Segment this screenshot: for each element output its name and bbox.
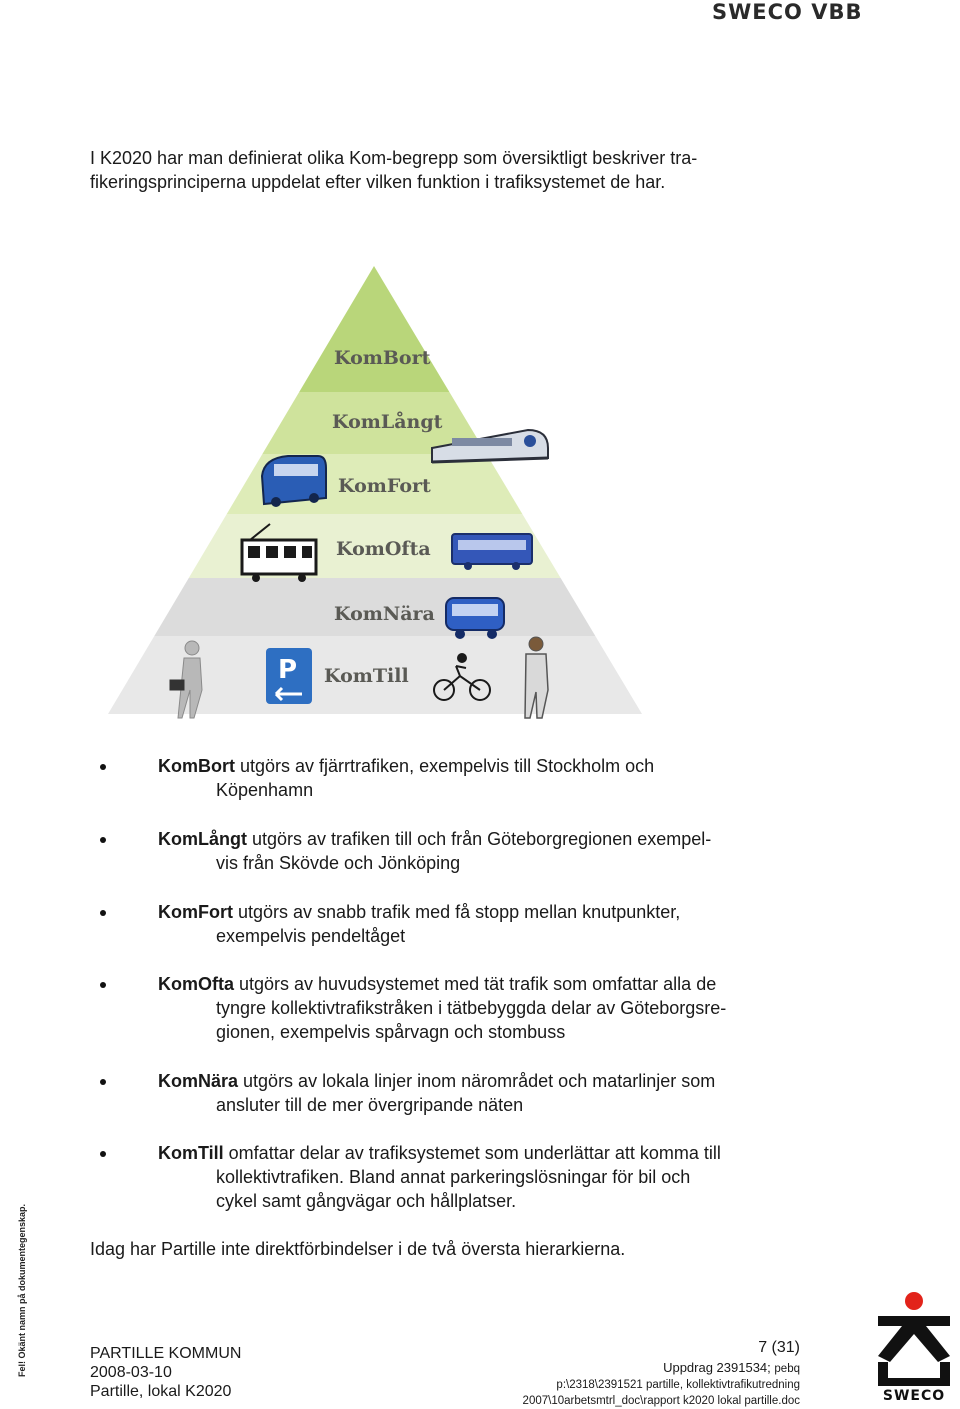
footer-right: [523, 1338, 800, 1409]
city-bus-icon: [452, 534, 532, 570]
term-komtill: KomTill: [158, 1143, 224, 1163]
level-label-komofta: KomOfta: [336, 538, 431, 560]
definition-line: exempelvis pendeltåget: [216, 926, 406, 946]
sweco-vbb-logo: SWECO VBB: [712, 0, 863, 24]
definition-line: cykel samt gångvägar och hållplatser.: [216, 1191, 517, 1211]
definition-line: omfattar delar av trafiksystemet som underlättar att komma till: [223, 1143, 721, 1163]
term-komfort: KomFort: [158, 902, 233, 922]
file-path-1: p:\2318\2391521 partille, kollektivtrafikutredning: [556, 1379, 800, 1391]
bullet-dot: [100, 982, 106, 988]
svg-text:P: P: [278, 655, 298, 685]
definition-line: gionen, exempelvis spårvagn och stombuss: [216, 1022, 566, 1042]
assignment-number: Uppdrag 2391534;: [663, 1360, 771, 1375]
bullet-dot: [100, 1079, 106, 1085]
term-komofta: KomOfta: [158, 974, 234, 994]
bullet-dot: [100, 910, 106, 916]
kom-pyramid-figure: [86, 222, 652, 728]
field-error-note: Fel! Okänt namn på dokumentegenskap.: [17, 1203, 27, 1377]
term-komnara: KomNära: [158, 1071, 239, 1091]
bullet-dot: [100, 837, 106, 843]
sweco-logo-icon: [874, 1290, 954, 1402]
bullet-dot: [100, 1151, 106, 1157]
author-initials: pebq: [774, 1363, 800, 1375]
list-item-kombort: [90, 754, 810, 802]
definition-line: kollektivtrafiken. Bland annat parkeringslösningar för bil och: [216, 1167, 691, 1187]
kom-definitions-list: [90, 754, 810, 1213]
definition-line: utgörs av lokala linjer inom närområdet och matarlinjer som: [238, 1071, 716, 1091]
term-komlangt: KomLångt: [158, 829, 247, 849]
definition-line: ansluter till de mer övergripande näten: [216, 1095, 524, 1115]
list-item-komofta: [90, 972, 810, 1044]
closing-paragraph: Idag har Partille inte direktförbindelser i de två översta hierarkierna.: [90, 1239, 626, 1259]
intro-line-2: fikeringsprinciperna uppdelat efter vilken funktion i trafiksystemet de har.: [90, 172, 666, 192]
definition-line: vis från Skövde och Jönköping: [216, 853, 461, 873]
level-label-komtill: KomTill: [324, 665, 409, 687]
file-path-2: 2007\10arbetsmtrl_doc\rapport k2020 lokal partille.doc: [522, 1395, 800, 1407]
intro-paragraph: [90, 146, 790, 194]
parking-icon: [266, 648, 312, 704]
footer-org: PARTILLE KOMMUN: [90, 1345, 242, 1362]
list-item-komfort: [90, 900, 810, 948]
list-item-komlangt: [90, 827, 810, 875]
definition-line: Köpenhamn: [216, 780, 314, 800]
list-item-komnara: [90, 1069, 810, 1117]
intro-line-1: I K2020 har man definierat olika Kom-begrepp som översiktligt beskriver tra-: [90, 148, 698, 168]
page-number: 7 (31): [758, 1339, 800, 1356]
list-item-komtill: [90, 1141, 810, 1213]
level-label-komlangt: KomLångt: [332, 411, 443, 433]
bullet-dot: [100, 764, 106, 770]
level-label-kombort: KomBort: [334, 347, 431, 369]
definition-line: utgörs av trafiken till och från Göteborgregionen exempel-: [247, 829, 712, 849]
term-kombort: KomBort: [158, 756, 235, 776]
sweco-logo-text: SWECO: [882, 1388, 946, 1402]
footer-left: [90, 1344, 241, 1401]
assignment-ref: [523, 1360, 800, 1377]
definition-line: utgörs av huvudsystemet med tät trafik som omfattar alla de: [234, 974, 717, 994]
definition-line: utgörs av fjärrtrafiken, exempelvis till Stockholm och: [235, 756, 655, 776]
footer-date: 2008-03-10: [90, 1364, 172, 1381]
definition-line: tyngre kollektivtrafikstråken i tätbebyggda delar av Göteborgsre-: [216, 998, 727, 1018]
definition-line: utgörs av snabb trafik med få stopp mellan knutpunkter,: [233, 902, 681, 922]
level-label-komfort: KomFort: [338, 475, 431, 497]
footer-doc-title: Partille, lokal K2020: [90, 1383, 232, 1400]
kom-pyramid: [86, 222, 652, 728]
level-label-komnara: KomNära: [334, 603, 435, 625]
bus-icon: [262, 456, 326, 507]
